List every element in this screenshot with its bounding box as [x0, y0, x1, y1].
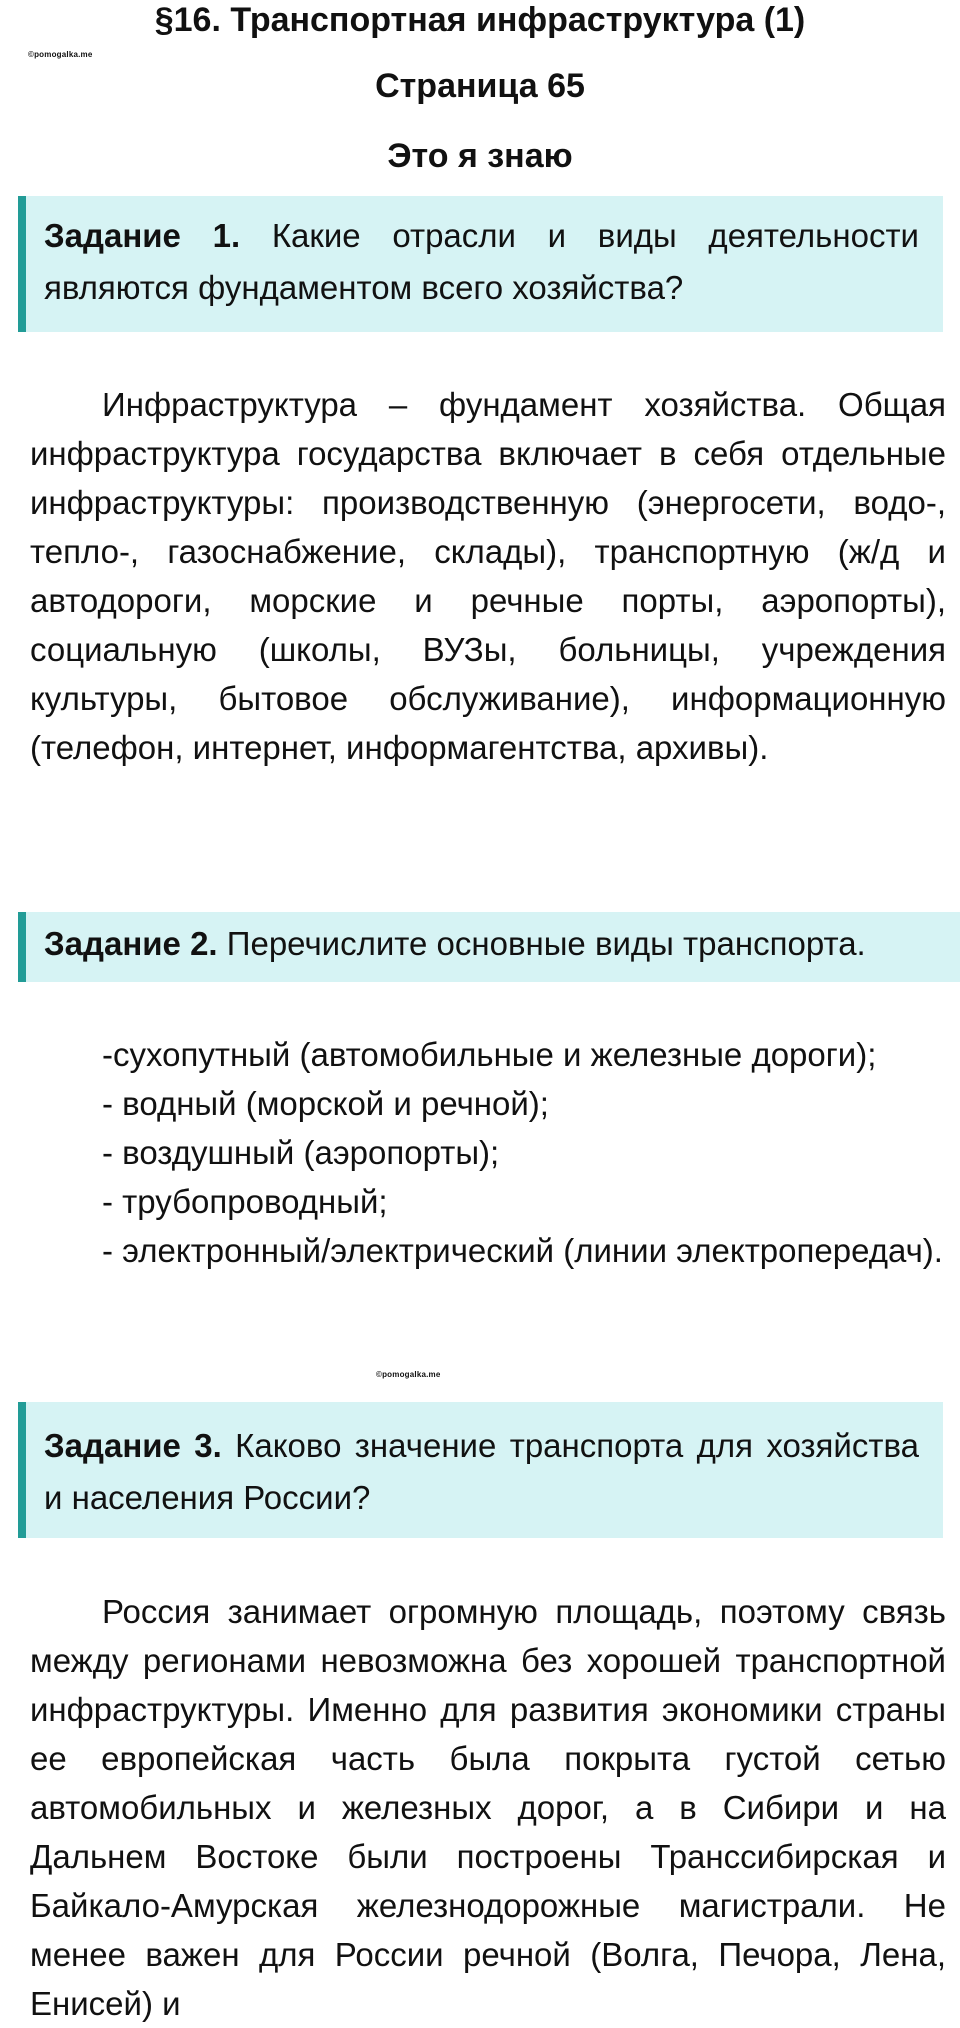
task-2-item-2: - водный (морской и речной);	[102, 1085, 549, 1122]
task-2-item-5: - электронный/электрический (линии электропередач).	[102, 1232, 943, 1269]
task-1-label: Задание 1.	[44, 217, 241, 254]
task-3-box	[18, 1402, 943, 1538]
task-2-item-1: -сухопутный (автомобильные и железные дороги);	[102, 1036, 877, 1073]
task-1-answer: Инфраструктура – фундамент хозяйства. Общая инфраструктура государства включает в себя отдельные инфраструктуры: производственную (энергосети, водо-, тепло-, газоснабжение, склады), транспортную (ж/д и автодороги, морские и речные порты, аэропорты), социальную (школы, ВУЗы, больницы, учреждения культуры, бытовое обслуживание), информационную (телефон, интернет, информагентства, архивы).	[30, 386, 946, 766]
task-2-question: Перечислите основные виды транспорта.	[217, 925, 866, 962]
task-2-item-3: - воздушный (аэропорты);	[102, 1134, 500, 1171]
task-2-box	[18, 912, 960, 982]
task-3-answer: Россия занимает огромную площадь, поэтому связь между регионами невозможна без хорошей транспортной инфраструктуры. Именно для развития экономики страны ее европейская часть была покрыта густой сетью автомобильных и железных дорог, а в Сибири и на Дальнем Востоке были построены Транссибирская и Байкало-Амурская железнодорожные магистрали. Не менее важен для России речной (Волга, Печора, Лена, Енисей) и	[30, 1593, 946, 2022]
page-title: §16. Транспортная инфраструктура (1)	[154, 1, 806, 39]
task-2-item-4: - трубопроводный;	[102, 1183, 388, 1220]
page-number-heading: Страница 65	[375, 67, 585, 105]
section-heading: Это я знаю	[387, 137, 573, 175]
task-3-question: Каково значение транспорта для хозяйства и населения России?	[44, 1427, 919, 1516]
task-3-label: Задание 3.	[44, 1427, 222, 1464]
watermark: ©pomogalka.me	[28, 50, 93, 59]
task-2-answer-list	[30, 1030, 946, 1275]
task-2-label: Задание 2.	[44, 925, 218, 962]
watermark-2: ©pomogalka.me	[376, 1370, 441, 1379]
task-1-box	[18, 196, 943, 332]
task-1-question: Какие отрасли и виды деятельности являются фундаментом всего хозяйства?	[44, 217, 919, 306]
